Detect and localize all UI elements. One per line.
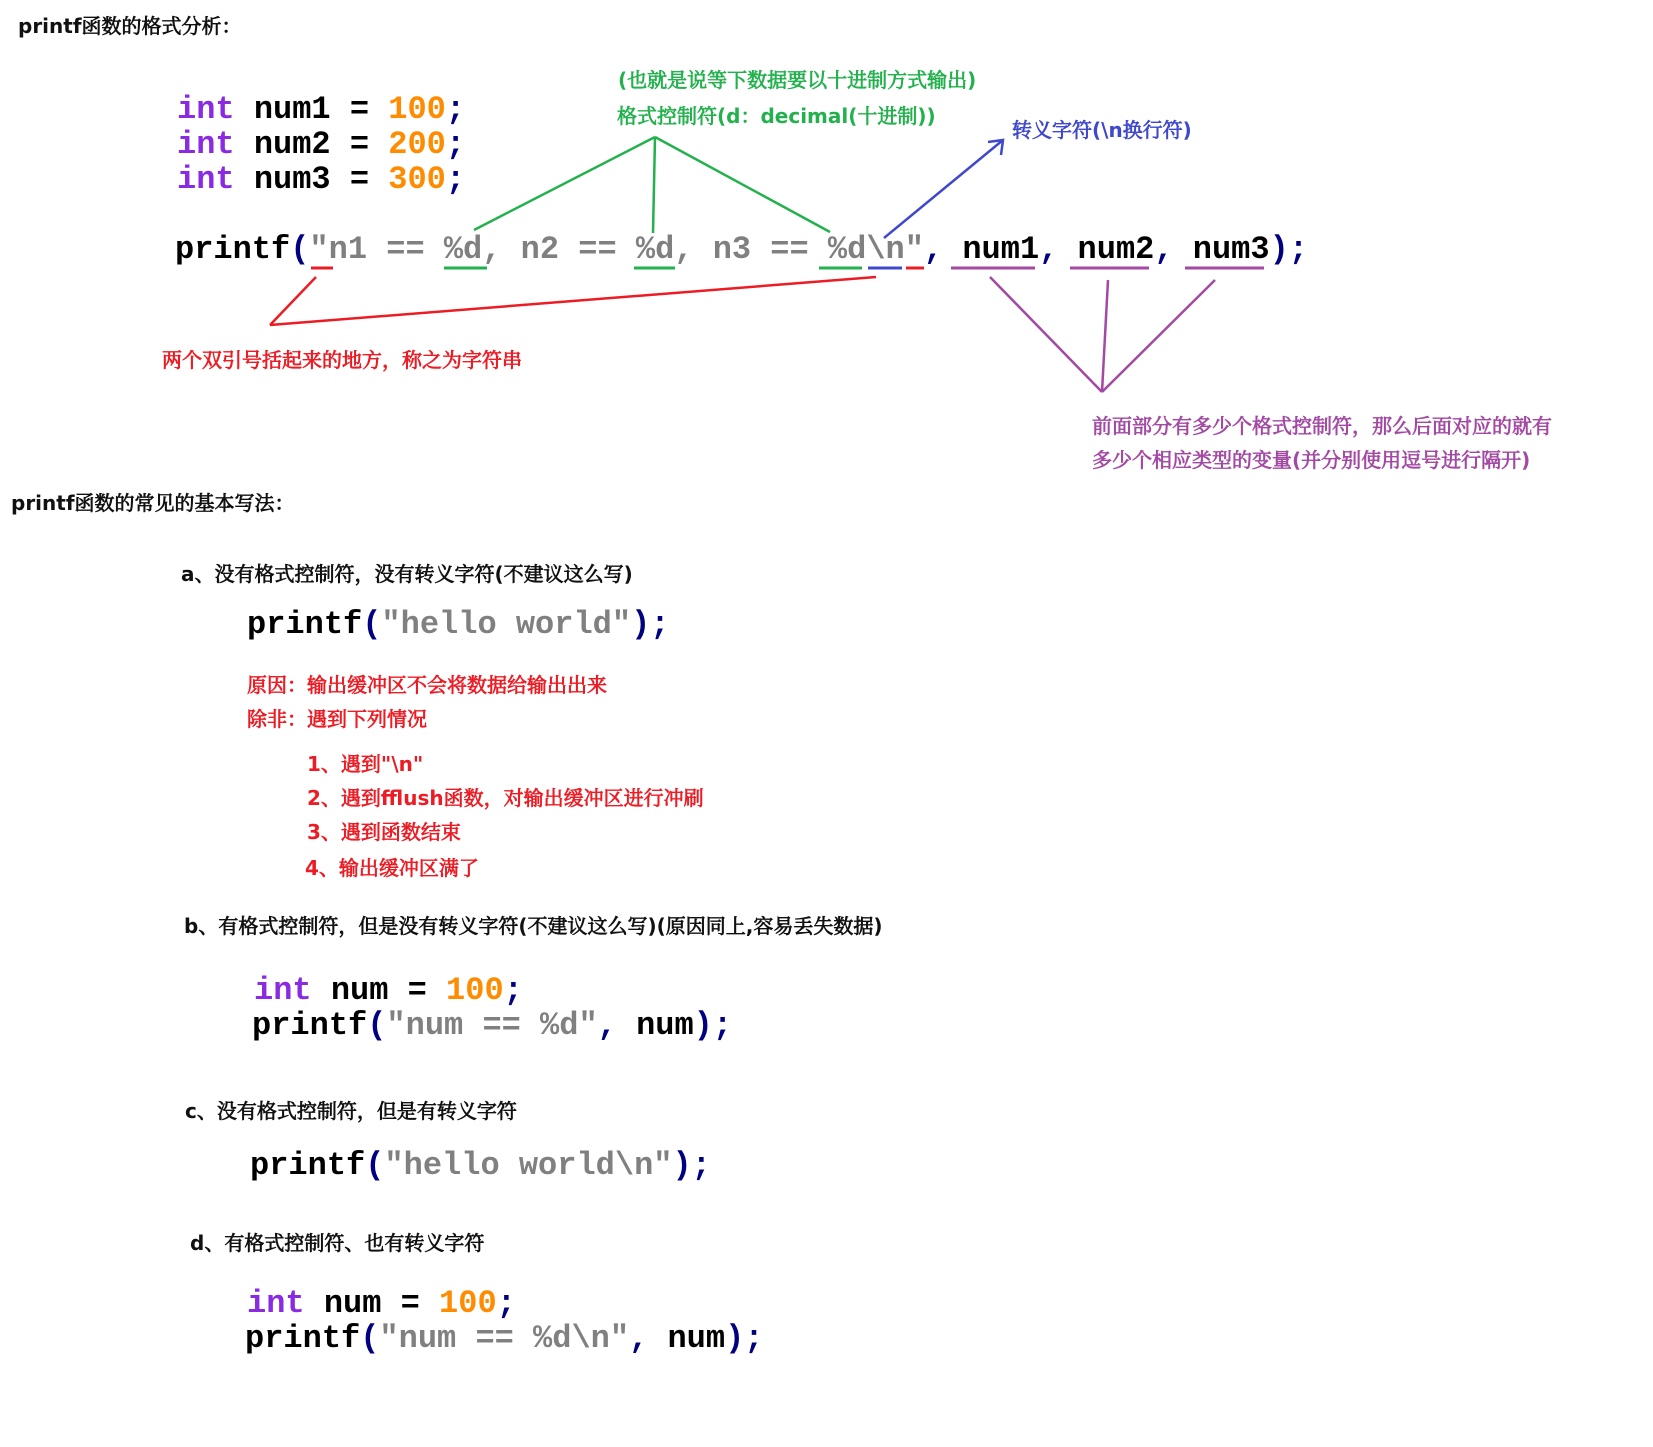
code-case-b-printf xyxy=(252,1007,733,1044)
close-paren: ) xyxy=(672,1147,692,1184)
annotation-args-line1: 前面部分有多少个格式控制符，那么后面对应的就有 xyxy=(1092,414,1552,438)
case-a-label: a、没有格式控制符，没有转义字符(不建议这么写) xyxy=(181,562,633,586)
function-name: printf xyxy=(250,1147,366,1184)
red-string-lines xyxy=(270,268,924,325)
close-paren: ) xyxy=(693,1007,713,1044)
format-string: "num == %d" xyxy=(386,1007,598,1044)
case-a-unless: 除非：遇到下列情况 xyxy=(247,707,427,731)
arg-num3: num3 xyxy=(1192,231,1270,268)
case-a-item-2: 2、遇到fflush函数，对输出缓冲区进行冲刷 xyxy=(307,786,704,810)
arg-num2: num2 xyxy=(1077,231,1155,268)
semicolon: ; xyxy=(712,1007,733,1044)
semicolon: ; xyxy=(445,161,466,198)
keyword-int: int xyxy=(177,91,235,128)
arg-num1: num1 xyxy=(962,231,1040,268)
code-case-d-printf xyxy=(245,1320,764,1357)
arg-num: num xyxy=(636,1007,694,1044)
function-name: printf xyxy=(247,606,363,643)
annotation-decimal-output: (也就是说等下数据要以十进制方式输出) xyxy=(618,68,977,92)
purple-arg-lines xyxy=(951,268,1264,392)
comma: , xyxy=(1154,231,1193,268)
close-paren: ) xyxy=(725,1320,745,1357)
case-d-label: d、有格式控制符、也有转义字符 xyxy=(190,1231,485,1255)
annotation-escape-char: 转义字符(\n换行符) xyxy=(1012,118,1192,142)
number-literal: 300 xyxy=(388,161,446,198)
semicolon: ; xyxy=(691,1147,711,1184)
semicolon: ; xyxy=(503,972,523,1009)
arg-num: num xyxy=(667,1320,726,1357)
open-paren: ( xyxy=(365,1147,385,1184)
code-case-a xyxy=(247,606,670,643)
case-a-item-1: 1、遇到"\n" xyxy=(307,752,424,776)
code-case-c xyxy=(250,1147,711,1184)
keyword-int: int xyxy=(177,126,235,163)
close-paren: ) xyxy=(631,606,651,643)
annotation-string: 两个双引号括起来的地方，称之为字符串 xyxy=(162,348,522,372)
semicolon: ; xyxy=(496,1285,516,1322)
string-literal: "hello world\n" xyxy=(384,1147,673,1184)
function-name: printf xyxy=(252,1007,368,1044)
case-a-item-4: 4、输出缓冲区满了 xyxy=(305,856,479,880)
comma: , xyxy=(923,231,963,268)
section-title-analysis: printf函数的格式分析： xyxy=(18,14,242,38)
case-c-label: c、没有格式控制符，但是有转义字符 xyxy=(185,1099,517,1123)
var-name: num2 = xyxy=(234,126,389,163)
comma: , xyxy=(597,1007,637,1044)
semicolon: ; xyxy=(445,126,466,163)
section-title-basic-usage: printf函数的常见的基本写法： xyxy=(11,491,295,515)
comma: , xyxy=(629,1320,668,1357)
format-string: "n1 == %d, n2 == %d, n3 == %d\n" xyxy=(309,231,924,268)
format-string: "num == %d\n" xyxy=(379,1320,630,1357)
close-paren: ) xyxy=(1269,231,1289,268)
number-literal: 100 xyxy=(388,91,446,128)
open-paren: ( xyxy=(290,231,310,268)
open-paren: ( xyxy=(362,606,382,643)
string-literal: "hello world" xyxy=(381,606,632,643)
semicolon: ; xyxy=(650,606,670,643)
number-literal: 200 xyxy=(388,126,446,163)
var-name: num3 = xyxy=(234,161,389,198)
function-name: printf xyxy=(245,1320,361,1357)
case-a-reason: 原因：输出缓冲区不会将数据给输出出来 xyxy=(247,673,607,697)
open-paren: ( xyxy=(367,1007,387,1044)
annotation-format-specifier: 格式控制符(d：decimal(十进制)) xyxy=(617,104,936,128)
open-paren: ( xyxy=(360,1320,380,1357)
case-a-item-3: 3、遇到函数结束 xyxy=(307,820,461,844)
keyword-int: int xyxy=(177,161,235,198)
blue-escape-arrow xyxy=(868,140,1003,268)
code-case-d-decl xyxy=(247,1285,516,1322)
keyword-int: int xyxy=(247,1285,305,1322)
keyword-int: int xyxy=(254,972,312,1009)
case-b-label: b、有格式控制符，但是没有转义字符(不建议这么写)(原因同上,容易丢失数据) xyxy=(184,914,883,938)
semicolon: ; xyxy=(744,1320,764,1357)
number-literal: 100 xyxy=(446,972,504,1009)
semicolon: ; xyxy=(1288,231,1308,268)
code-case-b-decl xyxy=(254,972,523,1009)
function-name: printf xyxy=(175,231,291,268)
number-literal: 100 xyxy=(439,1285,497,1322)
semicolon: ; xyxy=(445,91,466,128)
comma: , xyxy=(1039,231,1078,268)
var-name: num = xyxy=(304,1285,440,1322)
green-format-lines xyxy=(444,137,862,268)
var-name: num = xyxy=(311,972,447,1009)
annotation-args-line2: 多少个相应类型的变量(并分别使用逗号进行隔开) xyxy=(1092,448,1531,472)
var-name: num1 = xyxy=(234,91,389,128)
